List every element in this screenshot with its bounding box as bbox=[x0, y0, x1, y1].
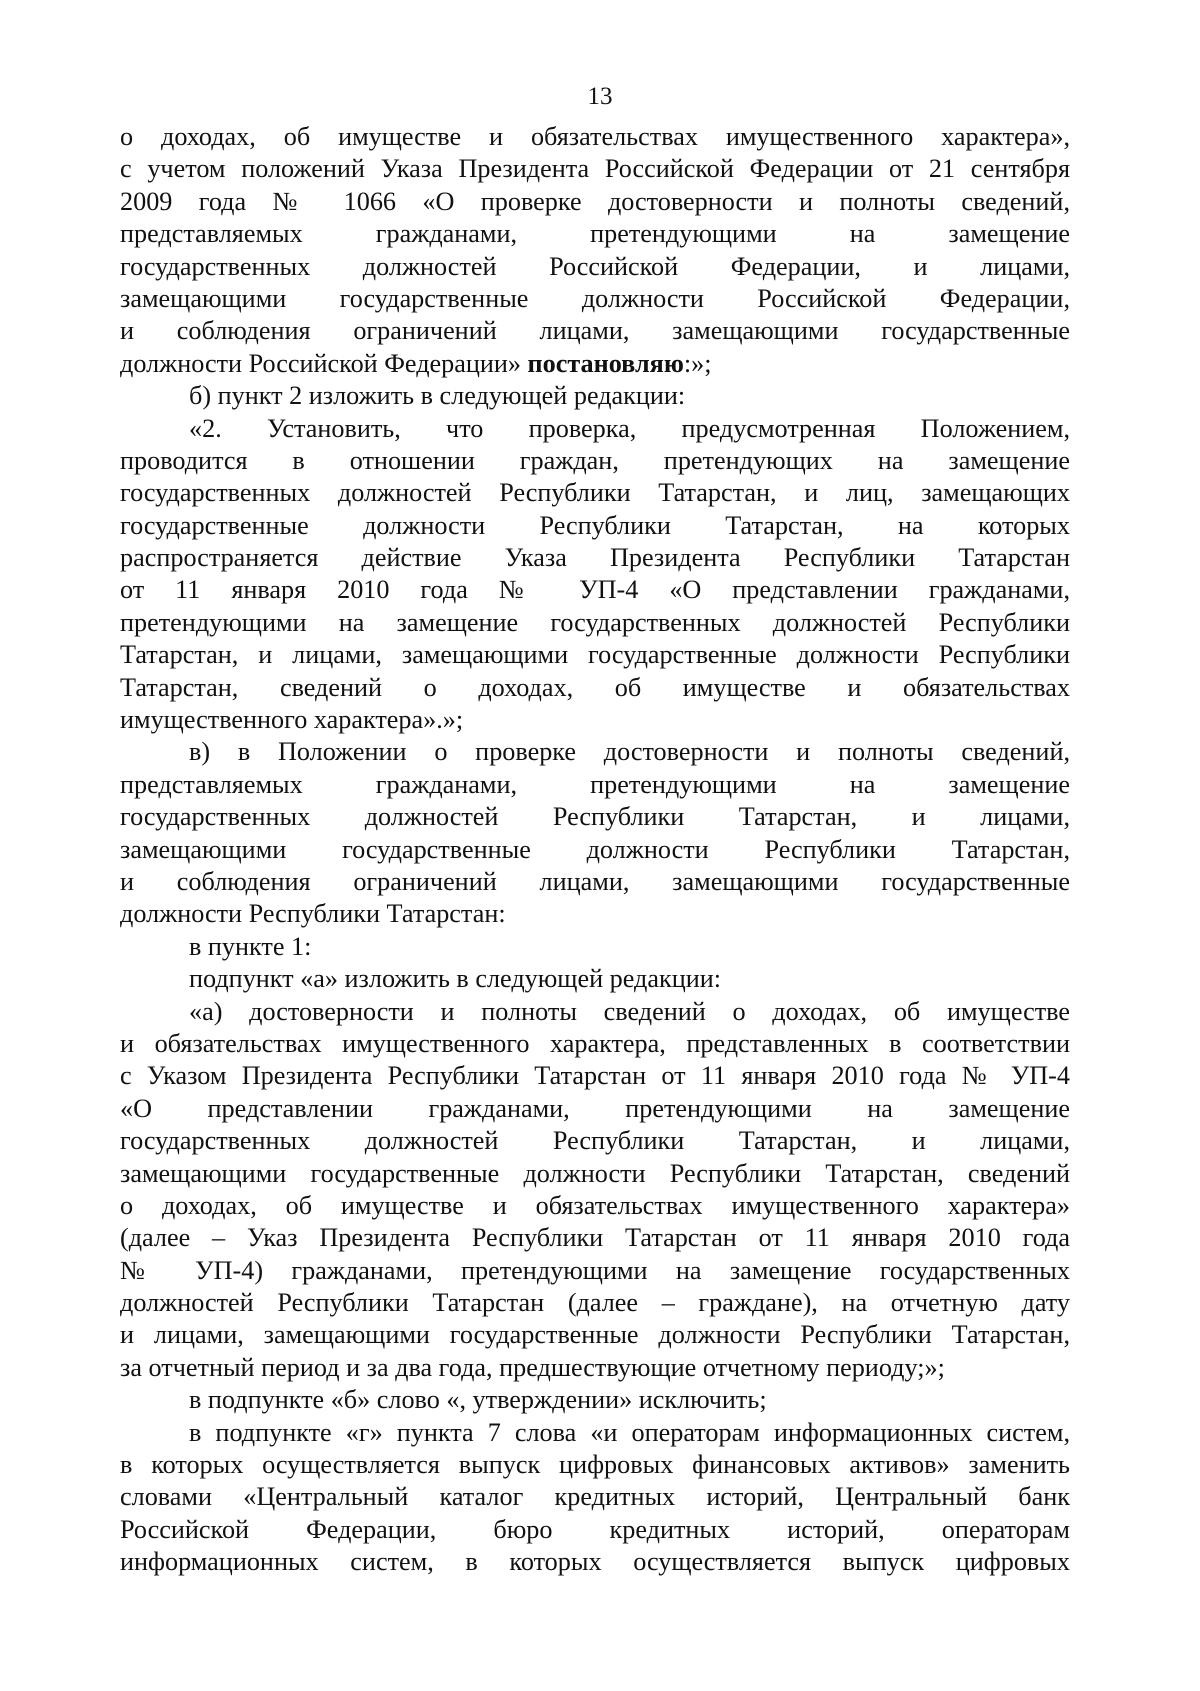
line-text: государственных должностей Российской Федерации, и лицами, bbox=[120, 251, 1070, 281]
text-line bbox=[120, 477, 1070, 509]
text-line bbox=[120, 1158, 1070, 1190]
text-line bbox=[120, 996, 1070, 1028]
line-text: Татарстан, и лицами, замещающими государственные должности Республики bbox=[120, 640, 1070, 670]
paragraph bbox=[120, 996, 1070, 1385]
line-text: государственных должностей Республики Татарстан, и лицами, bbox=[120, 1126, 1070, 1156]
text-line bbox=[120, 348, 1070, 380]
line-text: «а) достоверности и полноты сведений о доходах, об имуществе bbox=[189, 996, 1070, 1026]
line-text: в) в Положении о проверке достоверности и полноты сведений, bbox=[189, 737, 1070, 767]
text-line bbox=[120, 283, 1070, 315]
text-line bbox=[120, 445, 1070, 477]
line-text: и лицами, замещающими государственные должности Республики Татарстан, bbox=[120, 1320, 1070, 1350]
line-text: б) пункт 2 изложить в следующей редакции: bbox=[189, 381, 686, 411]
text-line bbox=[120, 1125, 1070, 1157]
line-text: от 11 января 2010 года № УП-4 «О представлении гражданами, bbox=[120, 575, 1070, 605]
line-text: должности Республики Татарстан: bbox=[120, 899, 506, 929]
text-line bbox=[120, 315, 1070, 347]
text-line bbox=[120, 1319, 1070, 1351]
text-line bbox=[120, 380, 1070, 412]
text-line bbox=[120, 1514, 1070, 1546]
line-text: распространяется действие Указа Президента Республики Татарстан bbox=[120, 543, 1070, 573]
line-text: замещающими государственные должности Российской Федерации, bbox=[120, 283, 1070, 313]
text-line bbox=[120, 218, 1070, 250]
line-text: о доходах, об имуществе и обязательствах имущественного характера» bbox=[120, 1190, 1070, 1220]
line-text: и обязательствах имущественного характера, представленных в соответствии bbox=[120, 1028, 1070, 1058]
text-line bbox=[120, 574, 1070, 606]
text-line bbox=[120, 1093, 1070, 1125]
text-line bbox=[120, 1060, 1070, 1092]
line-text: за отчетный период и за два года, предшествующие отчетному периоду;»; bbox=[120, 1352, 945, 1382]
text-line bbox=[120, 121, 1070, 153]
line-text: с учетом положений Указа Президента Российской Федерации от 21 сентября bbox=[120, 154, 1070, 184]
paragraph bbox=[120, 413, 1070, 737]
line-text: государственных должностей Республики Татарстан, и лиц, замещающих bbox=[120, 478, 1070, 508]
line-text: должности Российской Федерации» bbox=[120, 348, 528, 378]
text-line bbox=[120, 898, 1070, 930]
text-line bbox=[120, 963, 1070, 995]
text-line bbox=[120, 542, 1070, 574]
text-line bbox=[120, 1352, 1070, 1384]
text-line bbox=[120, 1028, 1070, 1060]
paragraph bbox=[120, 931, 1070, 963]
text-line bbox=[120, 736, 1070, 768]
document-body bbox=[120, 121, 1070, 1579]
line-text: замещающими государственные должности Республики Татарстан, сведений bbox=[120, 1158, 1070, 1188]
line-text: в подпункте «г» пункта 7 слова «и операторам информационных систем, bbox=[189, 1417, 1070, 1447]
paragraph bbox=[120, 736, 1070, 930]
text-line bbox=[120, 866, 1070, 898]
paragraph bbox=[120, 1417, 1070, 1579]
paragraph bbox=[120, 121, 1070, 380]
text-line bbox=[120, 153, 1070, 185]
line-text: имущественного характера».»; bbox=[120, 705, 464, 735]
text-line bbox=[120, 1481, 1070, 1513]
text-line bbox=[120, 1546, 1070, 1578]
line-text: представляемых гражданами, претендующими на замещение bbox=[120, 769, 1070, 799]
text-line bbox=[120, 1222, 1070, 1254]
line-text: претендующими на замещение государственных должностей Республики bbox=[120, 607, 1070, 637]
line-text: № УП-4) гражданами, претендующими на замещение государственных bbox=[120, 1255, 1070, 1285]
line-text: «О представлении гражданами, претендующими на замещение bbox=[120, 1093, 1070, 1123]
line-text: 2009 года № 1066 «О проверке достоверности и полноты сведений, bbox=[120, 186, 1070, 216]
line-text: государственные должности Республики Татарстан, на которых bbox=[120, 510, 1070, 540]
line-text: замещающими государственные должности Республики Татарстан, bbox=[120, 834, 1070, 864]
paragraph bbox=[120, 963, 1070, 995]
text-line bbox=[120, 704, 1070, 736]
line-text: с Указом Президента Республики Татарстан от 11 января 2010 года № УП-4 bbox=[120, 1061, 1070, 1091]
line-text: подпункт «а» изложить в следующей редакции: bbox=[189, 964, 722, 994]
line-text: Татарстан, сведений о доходах, об имуществе и обязательствах bbox=[120, 672, 1070, 702]
page-number: 13 bbox=[587, 83, 613, 110]
line-text: в которых осуществляется выпуск цифровых финансовых активов» заменить bbox=[120, 1450, 1070, 1480]
text-line bbox=[120, 801, 1070, 833]
line-text: информационных систем, в которых осуществляется выпуск цифровых bbox=[120, 1547, 1070, 1577]
line-text: проводится в отношении граждан, претендующих на замещение bbox=[120, 445, 1070, 475]
line-text: и соблюдения ограничений лицами, замещающими государственные bbox=[120, 316, 1070, 346]
text-line bbox=[120, 1190, 1070, 1222]
text-line bbox=[120, 251, 1070, 283]
paragraph bbox=[120, 380, 1070, 412]
line-text: словами «Центральный каталог кредитных историй, Центральный банк bbox=[120, 1482, 1070, 1512]
line-text: в подпункте «б» слово «, утверждении» исключить; bbox=[189, 1385, 767, 1415]
text-line bbox=[120, 769, 1070, 801]
line-text: о доходах, об имуществе и обязательствах имущественного характера», bbox=[120, 122, 1070, 151]
line-text: представляемых гражданами, претендующими на замещение bbox=[120, 219, 1070, 249]
text-line bbox=[120, 931, 1070, 963]
text-line bbox=[120, 413, 1070, 445]
text-line bbox=[120, 1287, 1070, 1319]
line-tail: :»; bbox=[683, 348, 712, 378]
text-line bbox=[120, 834, 1070, 866]
text-line bbox=[120, 510, 1070, 542]
line-text: в пункте 1: bbox=[189, 931, 312, 961]
text-line bbox=[120, 607, 1070, 639]
line-text: Российской Федерации, бюро кредитных историй, операторам bbox=[120, 1514, 1070, 1544]
line-text: «2. Установить, что проверка, предусмотренная Положением, bbox=[189, 413, 1070, 443]
line-text: (далее – Указ Президента Республики Татарстан от 11 января 2010 года bbox=[120, 1223, 1070, 1253]
text-line bbox=[120, 1417, 1070, 1449]
line-text: государственных должностей Республики Татарстан, и лицами, bbox=[120, 802, 1070, 832]
paragraph bbox=[120, 1384, 1070, 1416]
text-line bbox=[120, 1449, 1070, 1481]
text-line bbox=[120, 672, 1070, 704]
text-line bbox=[120, 1255, 1070, 1287]
line-text: и соблюдения ограничений лицами, замещающими государственные bbox=[120, 866, 1070, 896]
bold-keyword: постановляю bbox=[527, 348, 684, 378]
text-line bbox=[120, 639, 1070, 671]
line-text: должностей Республики Татарстан (далее – граждане), на отчетную дату bbox=[120, 1288, 1070, 1318]
text-line bbox=[120, 186, 1070, 218]
text-line bbox=[120, 1384, 1070, 1416]
